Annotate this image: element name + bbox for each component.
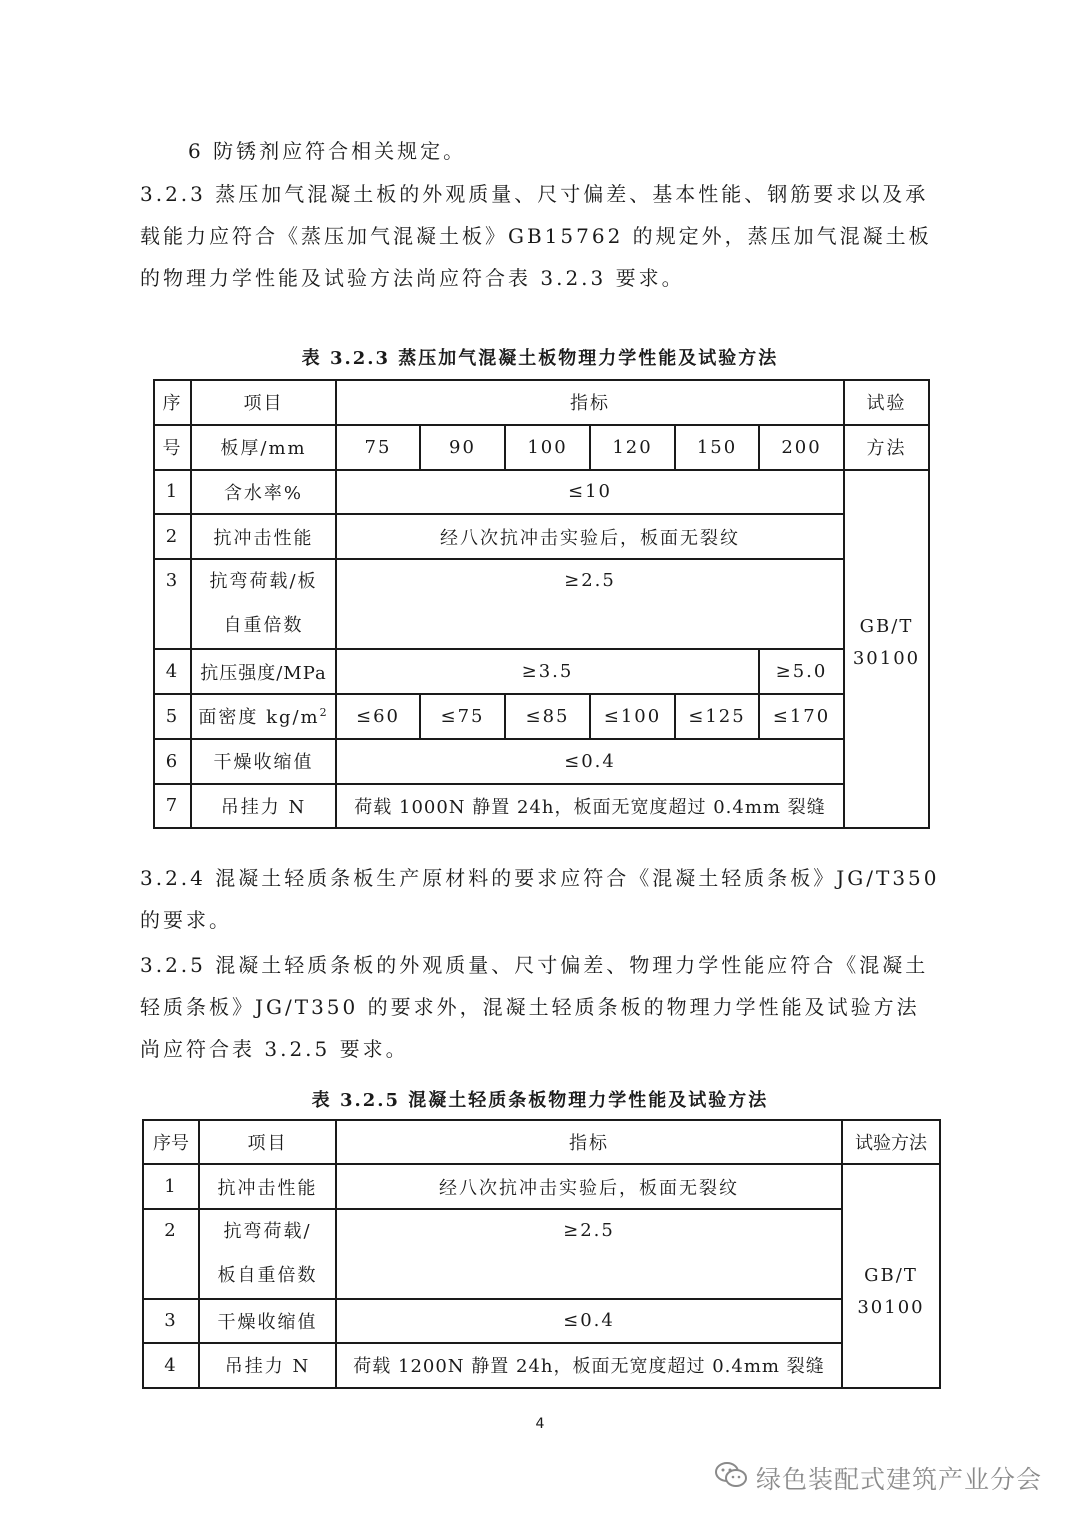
row-value: ≤0.4 [336, 739, 844, 784]
row-value: ≥2.5 [336, 559, 844, 649]
test-method-cell [842, 1164, 940, 1387]
header-indicator: 指标 [336, 380, 844, 425]
density-100: ≤85 [505, 694, 590, 739]
method-line1: GB/T [864, 1265, 918, 1287]
method-line2: 30100 [852, 648, 921, 670]
row-item: 抗冲击性能 [191, 514, 336, 559]
header-method-bottom: 方法 [844, 425, 929, 470]
row-item-text: 面密度 kg/m [198, 707, 320, 729]
header-indicator: 指标 [336, 1120, 842, 1164]
row-value: 经八次抗冲击实验后，板面无裂纹 [336, 514, 844, 559]
paragraph-3-2-4: 3.2.4 混凝土轻质条板生产原材料的要求应符合《混凝土轻质条板》JG/T350 的要求。 [140, 866, 940, 932]
row-value: ≤0.4 [336, 1299, 842, 1343]
thickness-120: 120 [590, 425, 675, 470]
row-item: 抗压强度/MPa [191, 649, 336, 694]
row-item-line1: 抗弯荷载/ [223, 1220, 312, 1242]
row-value: ≤10 [336, 470, 844, 515]
row-seq: 5 [154, 694, 191, 739]
page-number: 4 [535, 1416, 545, 1432]
row-value: 荷载 1000N 静置 24h，板面无宽度超过 0.4mm 裂缝 [336, 784, 844, 829]
row-value: ≥3.5 [336, 649, 759, 694]
table-row [143, 1164, 940, 1208]
row-item: 吊挂力 N [191, 784, 336, 829]
row-item: 干燥收缩值 [191, 739, 336, 784]
table-row [154, 649, 929, 694]
wechat-icon [714, 1460, 748, 1496]
table-3-2-5 [142, 1119, 941, 1389]
row-item-line2: 板自重倍数 [217, 1264, 318, 1286]
row-item: 含水率% [191, 470, 336, 515]
row-seq: 1 [154, 470, 191, 515]
row-seq: 3 [154, 559, 191, 649]
table-row [154, 470, 929, 515]
row-item: 抗冲击性能 [199, 1164, 336, 1208]
row-item [191, 559, 336, 649]
row-item-sup: 2 [319, 706, 329, 720]
table1-caption: 表 3.2.3 蒸压加气混凝土板物理力学性能及试验方法 [301, 348, 779, 369]
row-value: 经八次抗冲击实验后，板面无裂纹 [336, 1164, 842, 1208]
row-item-line2: 自重倍数 [223, 615, 304, 637]
row-seq: 4 [154, 649, 191, 694]
row-value: 荷载 1200N 静置 24h，板面无宽度超过 0.4mm 裂缝 [336, 1343, 842, 1387]
density-90: ≤75 [420, 694, 505, 739]
header-item: 项目 [191, 380, 336, 425]
header-seq-bottom: 号 [154, 425, 191, 470]
table-row [143, 1209, 940, 1299]
header-item: 项目 [199, 1120, 336, 1164]
row-item: 吊挂力 N [199, 1343, 336, 1387]
thickness-200: 200 [759, 425, 844, 470]
table-row [154, 694, 929, 739]
row-item-line1: 抗弯荷载/板 [209, 571, 318, 593]
row-item [199, 1209, 336, 1299]
row-value: ≥2.5 [336, 1209, 842, 1299]
density-200: ≤170 [759, 694, 844, 739]
density-120: ≤100 [590, 694, 675, 739]
thickness-90: 90 [420, 425, 505, 470]
row-seq: 3 [143, 1299, 199, 1343]
row-seq: 7 [154, 784, 191, 829]
method-line1: GB/T [859, 616, 914, 638]
thickness-150: 150 [675, 425, 759, 470]
row-seq: 2 [143, 1209, 199, 1299]
paragraph-3-2-5: 3.2.5 混凝土轻质条板的外观质量、尺寸偏差、物理力学性能应符合《混凝土轻质条板》JG/T350 的要求外，混凝土轻质条板的物理力学性能及试验方法尚应符合表 3.2.5 要求。 [140, 953, 929, 1061]
table2-caption: 表 3.2.5 混凝土轻质条板物理力学性能及试验方法 [311, 1090, 769, 1111]
row-seq: 1 [143, 1164, 199, 1208]
paragraph-antirust: 6 防锈剂应符合相关规定。 [188, 139, 467, 163]
paragraph-3-2-3: 3.2.3 蒸压加气混凝土板的外观质量、尺寸偏差、基本性能、钢筋要求以及承载能力应符合《蒸压加气混凝土板》GB15762 的规定外，蒸压加气混凝土板的物理力学性能及试验方法尚应符合表 3.2.3 要求。 [140, 182, 932, 290]
thickness-100: 100 [505, 425, 590, 470]
table-row [154, 784, 929, 829]
table-row [143, 1299, 940, 1343]
row-seq: 2 [154, 514, 191, 559]
table-row [154, 559, 929, 649]
header-seq: 序号 [143, 1120, 199, 1164]
table-row [154, 739, 929, 784]
table-3-2-3 [153, 379, 930, 829]
table-row [154, 514, 929, 559]
row-value-200: ≥5.0 [759, 649, 844, 694]
row-item: 干燥收缩值 [199, 1299, 336, 1343]
watermark-text: 绿色装配式建筑产业分会 [756, 1465, 1043, 1494]
row-seq: 4 [143, 1343, 199, 1387]
table-row [143, 1343, 940, 1387]
header-seq-top: 序 [154, 380, 191, 425]
method-line2: 30100 [857, 1297, 925, 1319]
header-method-top: 试验 [844, 380, 929, 425]
thickness-75: 75 [336, 425, 420, 470]
header-method: 试验方法 [842, 1120, 940, 1164]
header-thickness-label: 板厚/mm [191, 425, 336, 470]
density-75: ≤60 [336, 694, 420, 739]
test-method-cell [844, 470, 929, 829]
row-item [191, 694, 336, 739]
density-150: ≤125 [675, 694, 759, 739]
row-seq: 6 [154, 739, 191, 784]
watermark [714, 1460, 1042, 1496]
